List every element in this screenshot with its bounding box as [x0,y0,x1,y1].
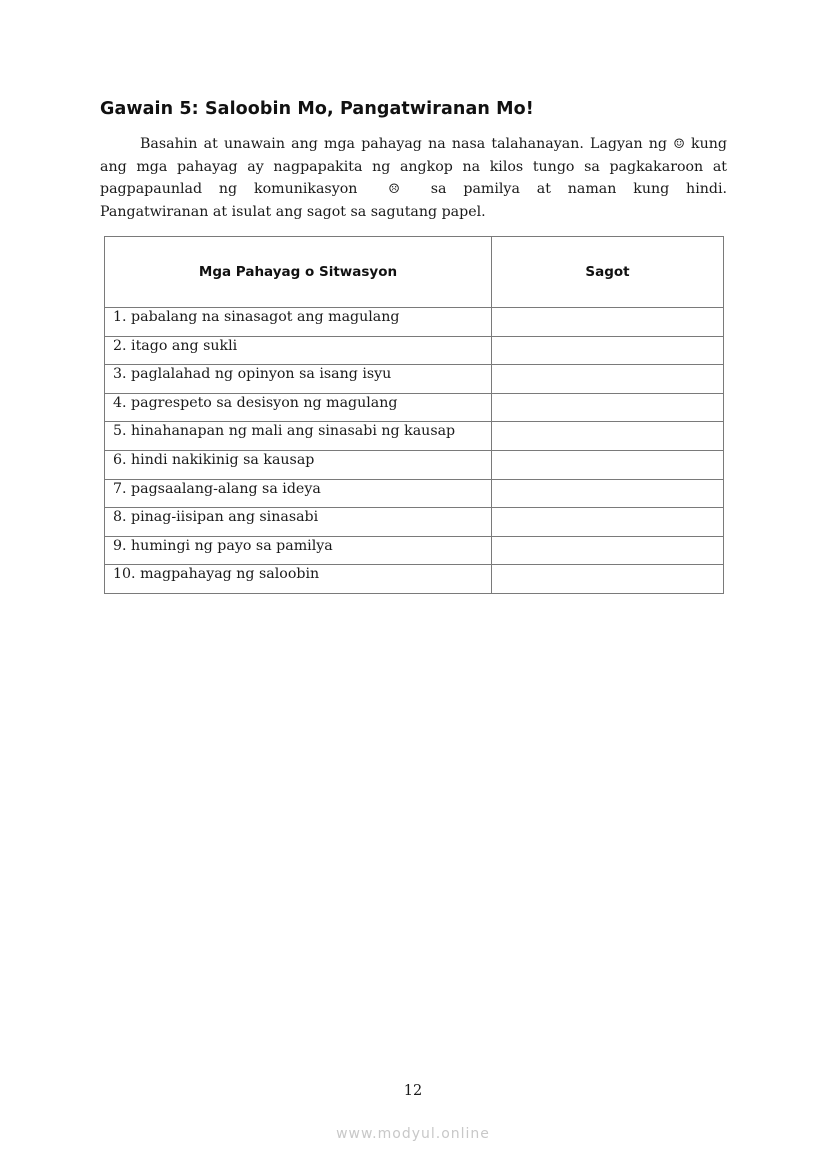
table-row [105,450,724,479]
answer-cell[interactable] [492,336,724,365]
answer-cell[interactable] [492,479,724,508]
answer-column-header: Sagot [492,237,724,308]
statement-cell: 9. humingi ng payo sa pamilya [105,536,492,565]
statement-cell: 7. pagsaalang-alang sa ideya [105,479,492,508]
answer-cell[interactable] [492,536,724,565]
statement-cell: 8. pinag-iisipan ang sinasabi [105,508,492,537]
instructions-text-3: sa pamilya at naman kung hindi. Pangatwiranan at isulat ang sagot sa sagutang papel. [100,181,727,220]
statements-column-header: Mga Pahayag o Sitwasyon [105,237,492,308]
table-row [105,308,724,337]
table-row [105,365,724,394]
answer-cell[interactable] [492,393,724,422]
statement-cell: 4. pagrespeto sa desisyon ng magulang [105,393,492,422]
statement-cell: 10. magpahayag ng saloobin [105,565,492,594]
instructions-text-2: kung ang mga pahayag ay nagpapakita ng angkop na kilos tungo sa pagkakaroon at pagpapaunlad ng komunikasyon [100,136,727,197]
answer-cell[interactable] [492,450,724,479]
answer-cell[interactable] [492,422,724,451]
sad-icon: ☹ [388,182,400,197]
statement-cell: 1. pabalang na sinasagot ang magulang [105,308,492,337]
table-header-row [105,237,724,308]
smile-icon: ☺ [673,137,685,152]
statement-cell: 2. itago ang sukli [105,336,492,365]
watermark: www.modyul.online [336,1126,490,1142]
statement-cell: 6. hindi nakikinig sa kausap [105,450,492,479]
table-row [105,336,724,365]
answer-cell[interactable] [492,508,724,537]
answer-cell[interactable] [492,308,724,337]
statements-table [104,236,724,594]
page-title: Gawain 5: Saloobin Mo, Pangatwiranan Mo! [100,99,534,119]
page-number: 12 [403,1083,423,1099]
table-row [105,479,724,508]
table-row [105,422,724,451]
instructions-text-1: Basahin at unawain ang mga pahayag na nasa talahanayan. Lagyan ng [140,136,674,152]
table-row [105,565,724,594]
instructions-paragraph [100,133,727,223]
statement-cell: 5. hinahanapan ng mali ang sinasabi ng kausap [105,422,492,451]
answer-cell[interactable] [492,365,724,394]
table-row [105,393,724,422]
table-row [105,536,724,565]
table-row [105,508,724,537]
answer-cell[interactable] [492,565,724,594]
statement-cell: 3. paglalahad ng opinyon sa isang isyu [105,365,492,394]
